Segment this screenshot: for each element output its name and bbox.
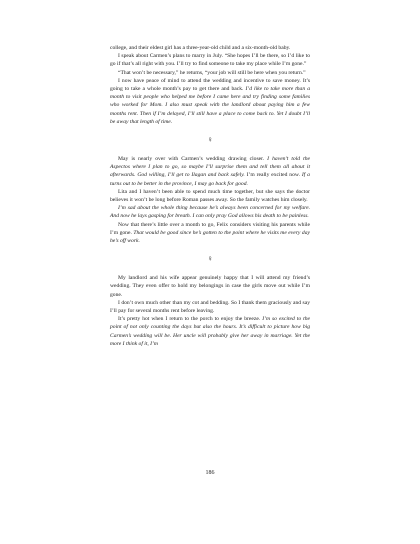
- italic-run: If a turns out to be better in the province, I may go back for good.: [110, 172, 310, 187]
- italic-run: That would be good since he’s gotten to the point where he visits me every day he’s off work.: [110, 229, 310, 245]
- page-number: 186: [205, 470, 215, 476]
- paragraph: [110, 77, 310, 126]
- text-run: Now that there’s little over a month to go, Felix considers visiting his parents while I’m gone.: [110, 221, 310, 236]
- paragraph: [110, 315, 310, 348]
- text-run: I now have peace of mind to attend the wedding and incentive to save money. It’s going to take a whole month’s pay to get there and back.: [110, 77, 310, 93]
- text-run: I’m really excited now.: [244, 172, 302, 179]
- section-break-ornament: ♀: [207, 254, 213, 264]
- paragraph: [110, 221, 310, 246]
- section-break-ornament: ♀: [207, 135, 213, 145]
- text-run: It’s pretty hot when I return to the porch to enjoy the breeze.: [118, 316, 263, 323]
- paragraph: [110, 204, 310, 220]
- book-page-text: [110, 44, 310, 348]
- italic-run: I haven’t told the Aspectos where I plan to go, so maybe I’ll surprise them and tell them all about it afterwards. God willing, I’ll get to Ilagan and back safely.: [110, 156, 310, 179]
- text-run: May is nearly over with Carmen’s wedding drawing closer.: [118, 156, 268, 163]
- paragraph: I speak about Carmen’s plans to marry in July. “She hopes I’ll be there, so I’d like to go if that’s all right with you. I’ll try to find someone to take my place while I’m gone.”: [110, 53, 310, 68]
- paragraph: Lita and I haven’t been able to spend much time together, but she says the doctor believes it won’t be long before Roman passes away. So the family watches him closely.: [110, 188, 310, 204]
- italic-run: I’m so excited to the point of not only counting the days but also the hours. It’s difficult to picture how big Carmen’s wedding will be. Her uncle will probably give her away in marriage. Yet the more I think of it, I’m: [110, 316, 310, 347]
- paragraph: college, and their eldest girl has a three-year-old child and a six-month-old baby.: [110, 45, 291, 51]
- paragraph: My landlord and his wife appear genuinely happy that I will attend my friend’s wedding. They even offer to hold my belongings in case the girls move out while I’m gone.: [110, 275, 310, 298]
- paragraph: [110, 155, 310, 188]
- italic-run: I’m sad about the whole thing because he’s always been concerned for my welfare. And now he lays gasping for breath. I can only pray God allows his death to be painless.: [110, 205, 310, 220]
- italic-run: I’d like to take more than a month to visit people who helped me before I came here and try finding some families who worked for Mom. I also must speak with the landlord about paying him a few months rent. Then if I’m delayed, I’ll still have a place to come back to. Yet I doubt I’ll be away that length of time.: [110, 86, 310, 125]
- paragraph: “That won’t be necessary,” he returns, “your job will still be here when you return.”: [118, 69, 306, 76]
- paragraph: I don’t own much other than my cot and bedding. So I thank them graciously and say I’ll pay for several months rent before leaving.: [110, 299, 310, 315]
